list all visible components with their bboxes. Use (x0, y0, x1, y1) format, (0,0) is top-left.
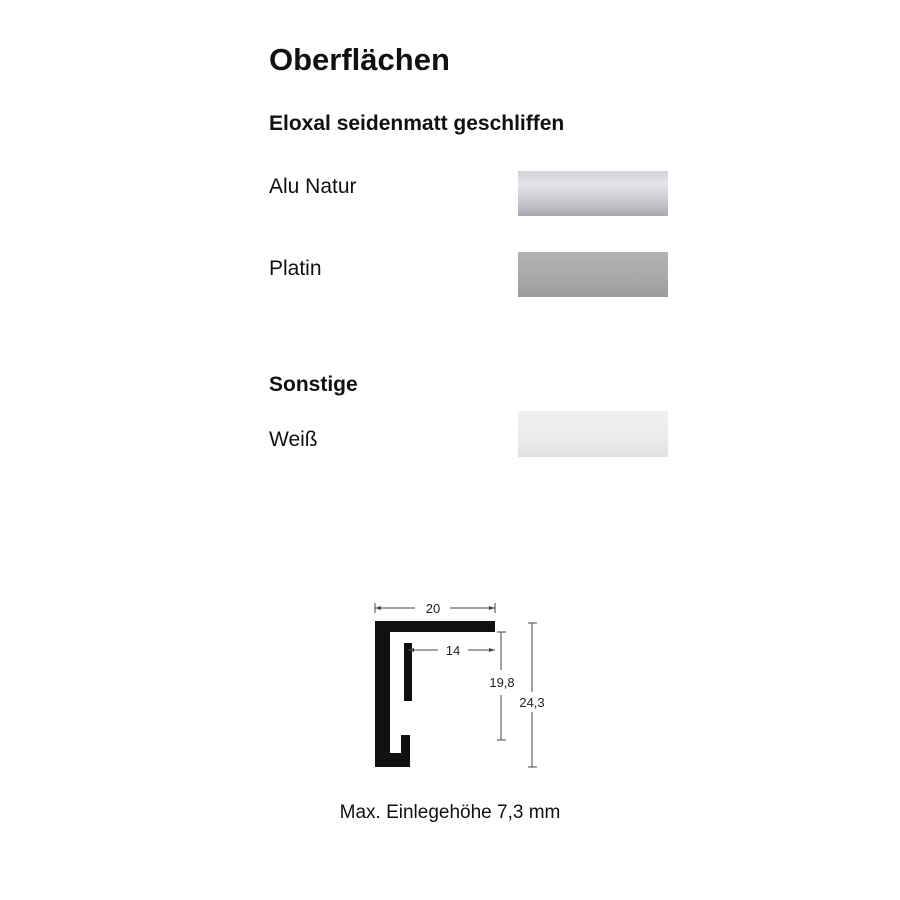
dimension-inner-height-label: 19,8 (489, 675, 515, 690)
swatch-platin (518, 252, 668, 297)
dimension-inner-height (489, 632, 514, 740)
profile-shape (375, 621, 495, 767)
profile-cross-section-drawing (360, 595, 560, 775)
swatch-alu-natur (518, 171, 668, 216)
section-heading-eloxal: Eloxal seidenmatt geschliffen (269, 112, 565, 135)
max-insert-height-caption: Max. Einlegehöhe 7,3 mm (339, 802, 561, 823)
profile-inner-web (404, 643, 412, 701)
section-heading-sonstige: Sonstige (269, 373, 358, 396)
dimension-total-height (519, 623, 544, 767)
finish-label-platin: Platin (269, 257, 322, 280)
dimension-inner-width-label: 14 (445, 643, 461, 658)
dimension-width (375, 601, 495, 616)
swatch-weiss (518, 411, 668, 457)
finish-label-weiss: Weiß (269, 428, 318, 451)
page-title: Oberflächen (269, 42, 450, 77)
dimension-inner-width (408, 643, 495, 658)
finish-label-alu-natur: Alu Natur (269, 175, 357, 198)
dimension-total-height-label: 24,3 (519, 695, 545, 710)
dimension-width-label: 20 (425, 601, 441, 616)
